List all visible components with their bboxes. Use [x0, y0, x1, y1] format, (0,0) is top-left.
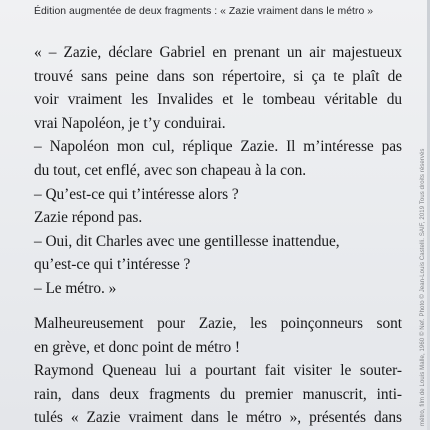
photo-credit	[418, 0, 430, 426]
novel-excerpt-quote	[34, 41, 402, 301]
blurb-line: Raymond Queneau lui a pourtant fait visiter le souter-	[34, 362, 402, 380]
blurb-line: rain, dans deux fragments du premier manuscrit, inti-	[34, 385, 402, 403]
photo-credit-text: métro, film de Louis Malle, 1960 © Nef. Photo © Jean-Louis Castelli. SAIF, 2019 Tous droits réservés	[420, 148, 426, 426]
quote-line: Zazie répond pas.	[34, 209, 143, 227]
quote-line: qu’est-ce qui t’intéresse ?	[34, 256, 191, 274]
quote-line: – Oui, dit Charles avec une gentillesse inattendue,	[34, 232, 340, 250]
quote-line: « – Zazie, déclare Gabriel en prenant un air majestueux	[34, 44, 402, 61]
quote-line: trouvé sans peine dans son répertoire, si ça te plaît de	[34, 67, 402, 85]
quote-line: – Qu’est-ce qui t’intéresse alors ?	[34, 185, 239, 203]
edition-note: Édition augmentée de deux fragments : « Zazie vraiment dans le métro »	[34, 6, 374, 17]
quote-line: – Napoléon mon cul, réplique Zazie. Il m’intéresse pas	[34, 138, 402, 156]
quote-line: – Le métro. »	[34, 279, 117, 297]
blurb-line: en grève, et donc point de métro !	[34, 338, 240, 356]
quote-line: du tout, cet enflé, avec son chapeau à la con.	[34, 161, 307, 179]
blurb-paragraph	[34, 312, 402, 430]
blurb-line: tulés « Zazie vraiment dans le métro », présentés dans	[34, 409, 402, 427]
quote-line: voir vraiment les Invalides et le tombeau véritable du	[34, 91, 402, 109]
blurb-line: Malheureusement pour Zazie, les poinçonneurs sont	[34, 315, 402, 332]
quote-line: vrai Napoléon, je t’y conduirai.	[34, 114, 226, 132]
